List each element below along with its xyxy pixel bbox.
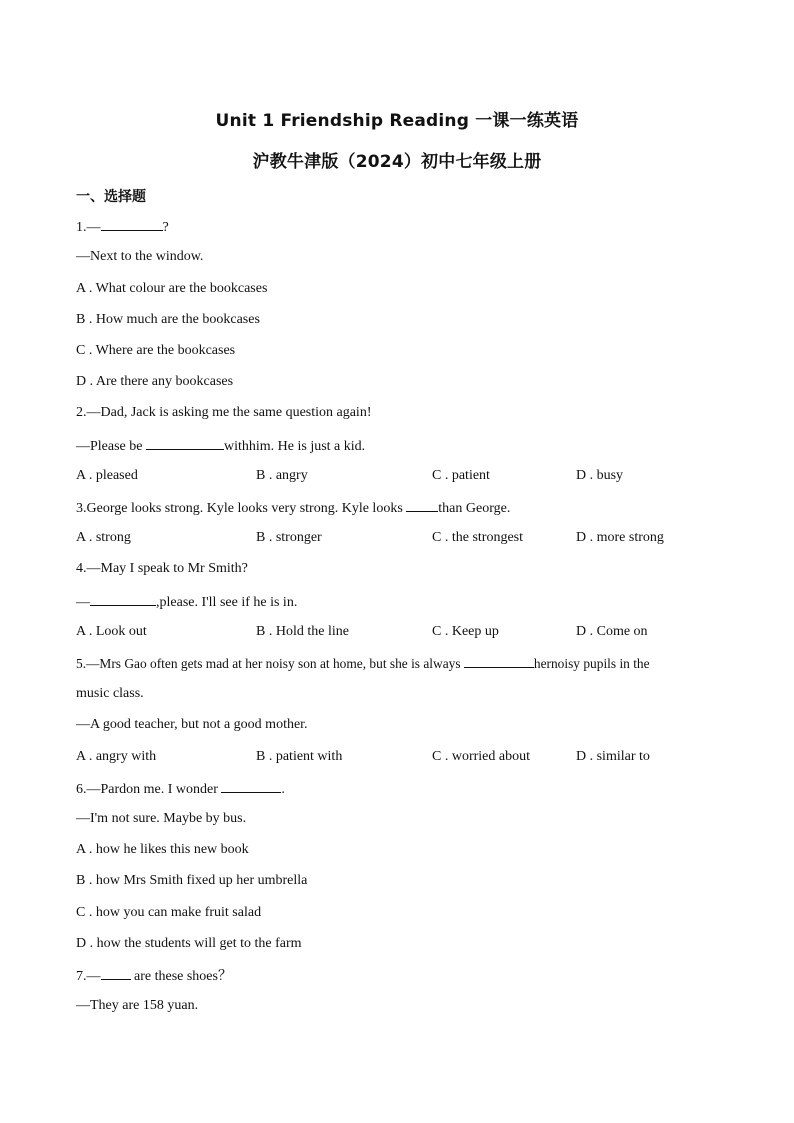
answer-blank [101,966,131,980]
q2-stem: 2.—Dad, Jack is asking me the same question again! [76,405,372,420]
q4-reply: — ,please. I'll see if he is in. [76,592,297,612]
q4-stem: 4.—May I speak to Mr Smith? [76,561,248,576]
q2-option-a: A . pleased [76,468,138,483]
answer-blank [90,592,156,606]
q2-option-d: D . busy [576,468,624,483]
q5-stem-continued: music class. [76,686,144,701]
q4-option-c: C . Keep up [432,624,499,639]
answer-blank [146,436,224,450]
q5-stem: 5.—Mrs Gao often gets mad at her noisy son at home, but she is always hernoisy pupils in the [76,656,650,671]
q6-option-c: C . how you can make fruit salad [76,905,262,920]
answer-blank [221,779,281,793]
q5-reply: —A good teacher, but not a good mother. [76,717,308,732]
q5-option-a: A . angry with [76,749,157,764]
answer-blank [464,654,534,668]
q2-option-b: B . angry [256,468,308,483]
q6-option-b: B . how Mrs Smith fixed up her umbrella [76,873,308,888]
q4-option-b: B . Hold the line [256,624,349,639]
q5-option-b: B . patient with [256,749,343,764]
q6-reply: —I'm not sure. Maybe by bus. [76,811,247,826]
q4-option-a: A . Look out [76,624,147,639]
q5-option-d: D . similar to [576,749,650,764]
q1-option-b: B . How much are the bookcases [76,312,260,327]
section-heading: 一、选择题 [76,189,146,205]
answer-blank [406,498,438,512]
answer-blank [101,217,163,231]
q4-option-d: D . Come on [576,624,648,639]
q6-option-a: A . how he likes this new book [76,842,249,857]
q6-option-d: D . how the students will get to the farm [76,936,302,951]
q1-reply: —Next to the window. [76,249,204,264]
q3-option-a: A . strong [76,530,131,545]
q3-option-d: D . more strong [576,530,664,545]
q2-option-c: C . patient [432,468,490,483]
q2-reply: —Please be withhim. He is just a kid. [76,436,365,456]
q7-stem: 7.— are these shoes？ [76,966,232,986]
q1-option-c: C . Where are the bookcases [76,343,236,358]
document-title: Unit 1 Friendship Reading 一课一练英语 [215,111,579,131]
q3-stem: 3.George looks strong. Kyle looks very strong. Kyle looks than George. [76,498,510,518]
q7-reply: —They are 158 yuan. [76,998,199,1013]
q1-stem: 1.— ? [76,217,169,237]
q1-option-d: D . Are there any bookcases [76,374,234,389]
q1-option-a: A . What colour are the bookcases [76,281,268,296]
q6-stem: 6.—Pardon me. I wonder . [76,779,285,799]
document-subtitle: 沪教牛津版（2024）初中七年级上册 [252,152,542,172]
q3-option-b: B . stronger [256,530,322,545]
q5-option-c: C . worried about [432,749,530,764]
q3-option-c: C . the strongest [432,530,523,545]
